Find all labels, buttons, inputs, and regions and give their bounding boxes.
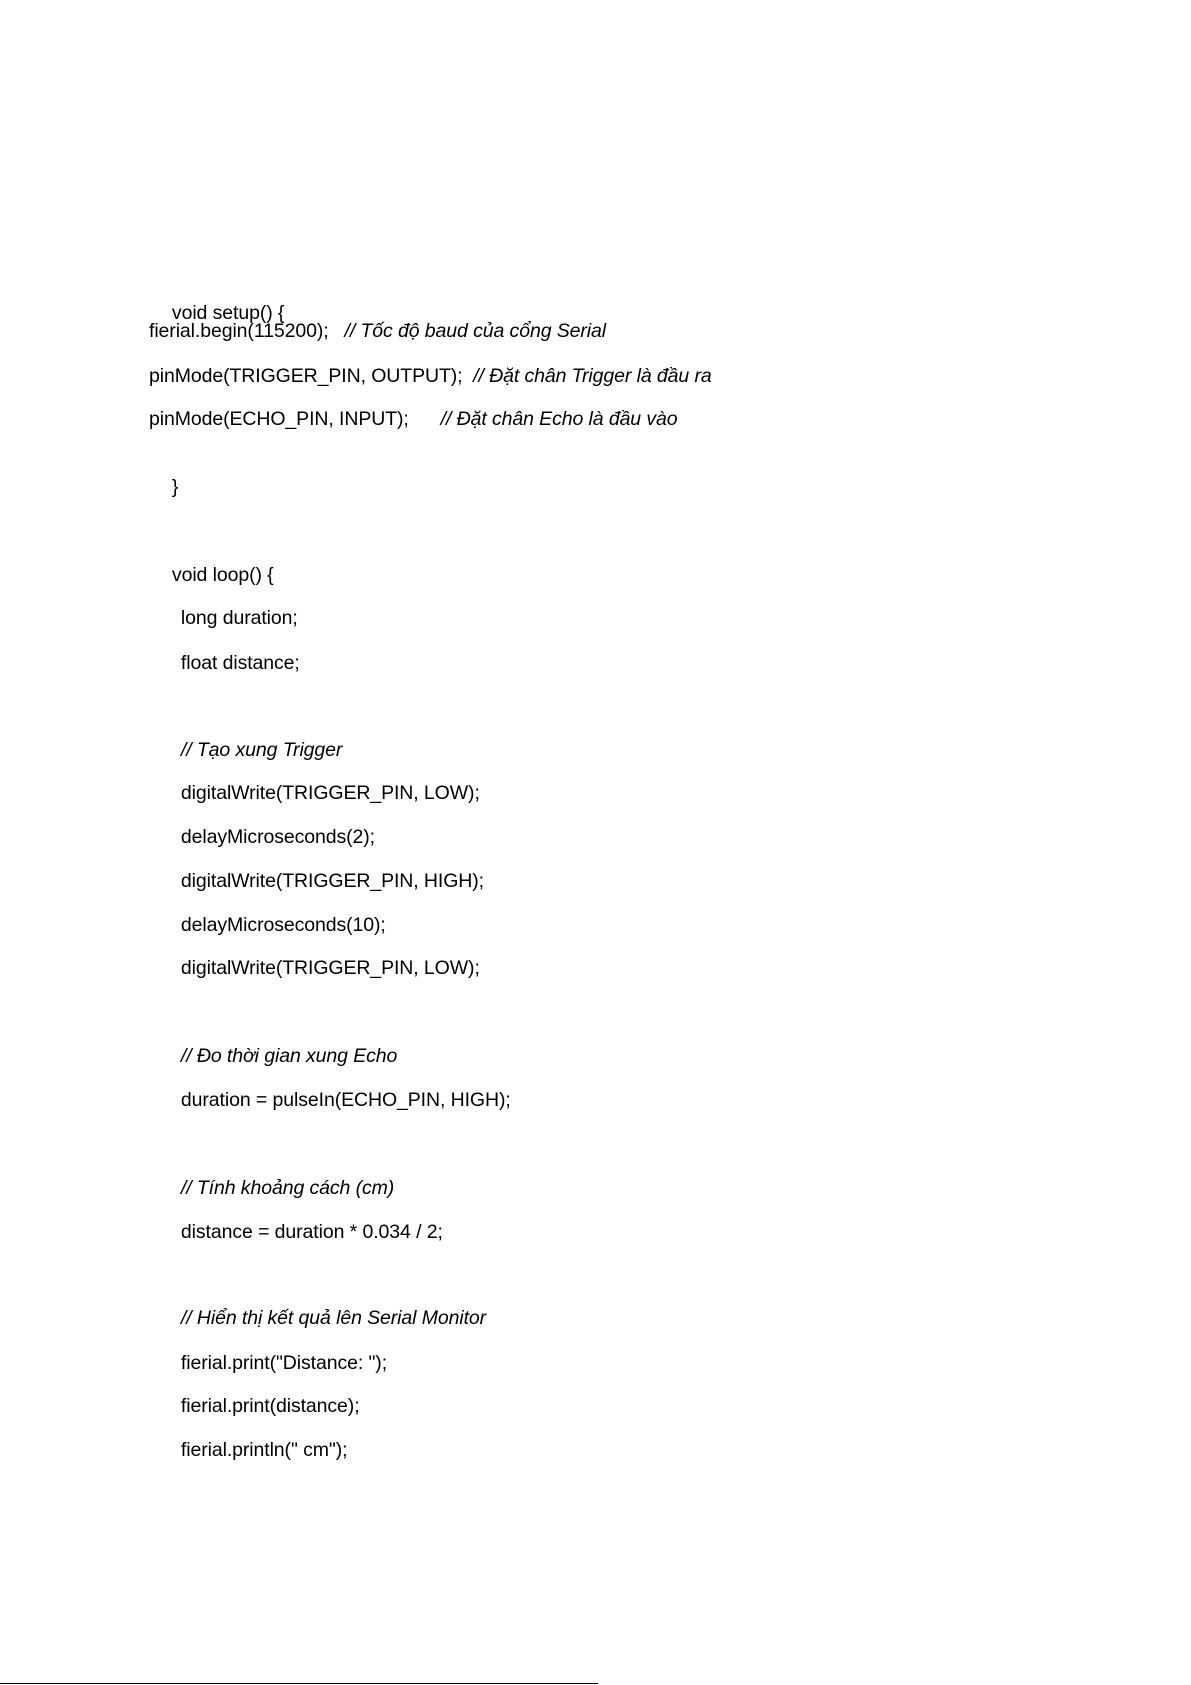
- code-line-trigger-low-2: [149, 932, 480, 1004]
- code-text: long duration;: [180, 607, 298, 629]
- code-text: float distance;: [180, 652, 300, 674]
- code-comment: // Tính khoảng cách (cm): [180, 1177, 395, 1199]
- code-text: distance = duration * 0.034 / 2;: [180, 1221, 443, 1243]
- code-text: fierial.println(" cm");: [180, 1439, 348, 1461]
- code-text: duration = pulseIn(ECHO_PIN, HIGH);: [180, 1089, 511, 1111]
- code-comment: // Đo thời gian xung Echo: [180, 1045, 398, 1067]
- code-text: digitalWrite(TRIGGER_PIN, LOW);: [180, 782, 480, 804]
- code-text: pinMode(TRIGGER_PIN, OUTPUT);: [149, 365, 474, 387]
- code-line-setup-close: [140, 451, 178, 523]
- code-comment: // Tạo xung Trigger: [180, 739, 343, 761]
- code-text: void loop() {: [171, 564, 274, 586]
- code-line-serial-begin: [149, 319, 606, 343]
- code-listing: [140, 0, 1140, 1685]
- code-text: digitalWrite(TRIGGER_PIN, HIGH);: [180, 870, 484, 892]
- code-text: fierial.print(distance);: [180, 1395, 360, 1417]
- code-text: pinMode(ECHO_PIN, INPUT);: [149, 408, 441, 430]
- code-text: delayMicroseconds(2);: [180, 826, 375, 848]
- code-text: fierial.print("Distance: ");: [180, 1352, 388, 1374]
- code-comment: // Hiển thị kết quả lên Serial Monitor: [180, 1307, 487, 1329]
- code-comment: // Đặt chân Echo là đầu vào: [440, 408, 678, 430]
- code-line-distance-calc: [149, 1196, 443, 1268]
- code-text: void setup() {: [171, 302, 285, 324]
- code-comment: // Tốc độ baud của cổng Serial: [344, 320, 607, 342]
- code-comment: // Đặt chân Trigger là đầu ra: [473, 365, 712, 387]
- code-line-pinmode-echo: [149, 407, 678, 431]
- code-line-float-distance: [149, 627, 300, 699]
- code-line-pulsein: [149, 1064, 511, 1136]
- code-text: delayMicroseconds(10);: [180, 914, 386, 936]
- code-line-pinmode-trigger: [149, 364, 712, 388]
- code-text: fierial.begin(115200);: [149, 320, 345, 342]
- footer-divider: [0, 1683, 598, 1684]
- code-line-println-cm: [149, 1414, 347, 1486]
- code-text: digitalWrite(TRIGGER_PIN, LOW);: [180, 957, 480, 979]
- code-text: }: [171, 476, 179, 498]
